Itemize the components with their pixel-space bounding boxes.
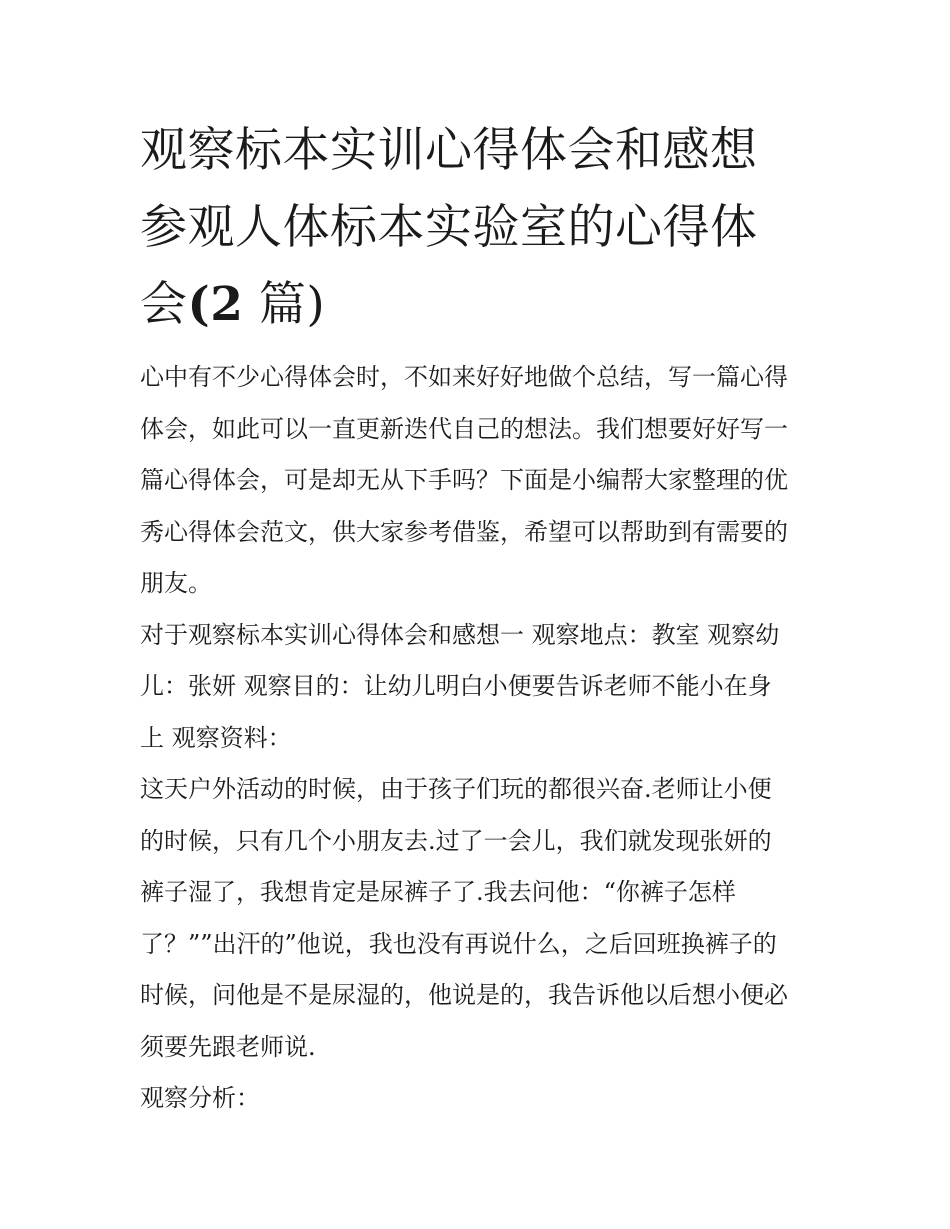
paragraph-intro — [140, 352, 820, 610]
document-title — [140, 112, 820, 343]
paragraph-line: 裤子湿了，我想肯定是尿裤子了.我去问他：“你裤子怎样 — [140, 878, 736, 906]
paragraph-line: 心中有不少心得体会时，不如来好好地做个总结，写一篇心得 — [140, 363, 788, 391]
paragraph-line: 篇心得体会，可是却无从下手吗？下面是小编帮大家整理的优 — [140, 466, 788, 494]
paragraph-line: 观察分析： — [140, 1084, 260, 1112]
paragraph-observation-record — [140, 764, 820, 1073]
title-line-3 — [140, 266, 820, 343]
title-line-3-text — [140, 277, 325, 332]
title-line-1: 观察标本实训心得体会和感想 — [140, 123, 758, 178]
document-body — [140, 352, 820, 1125]
title-line-3-count: (2 — [187, 277, 244, 332]
paragraph-line: 的时候，只有几个小朋友去.过了一会儿，我们就发现张妍的 — [140, 826, 772, 855]
paragraph-line: 须要先跟老师说. — [140, 1032, 316, 1061]
paragraph-line: 了？””出汗的”他说，我也没有再说什么，之后回班换裤子的 — [140, 929, 777, 958]
paragraph-observation-info — [140, 610, 820, 765]
paragraph-line: 秀心得体会范文，供大家参考借鉴，希望可以帮助到有需要的 — [140, 517, 788, 546]
paragraph-line: 上 观察资料： — [140, 723, 292, 752]
title-line-3-suffix: 篇) — [243, 277, 326, 332]
title-line-3-prefix: 会 — [140, 277, 188, 332]
paragraph-line: 对于观察标本实训心得体会和感想一 观察地点：教室 观察幼 — [140, 620, 780, 649]
paragraph-line: 儿：张妍 观察目的：让幼儿明白小便要告诉老师不能小在身 — [140, 672, 772, 700]
paragraph-line: 朋友。 — [140, 569, 212, 597]
paragraph-line: 时候，问他是不是尿湿的，他说是的，我告诉他以后想小便必 — [140, 981, 788, 1009]
title-line-2: 参观人体标本实验室的心得体 — [140, 200, 758, 255]
paragraph-analysis-heading — [140, 1073, 820, 1125]
paragraph-line: 体会，如此可以一直更新迭代自己的想法。我们想要好好写一 — [140, 414, 788, 443]
paragraph-line: 这天户外活动的时候，由于孩子们玩的都很兴奋.老师让小便 — [140, 775, 772, 803]
